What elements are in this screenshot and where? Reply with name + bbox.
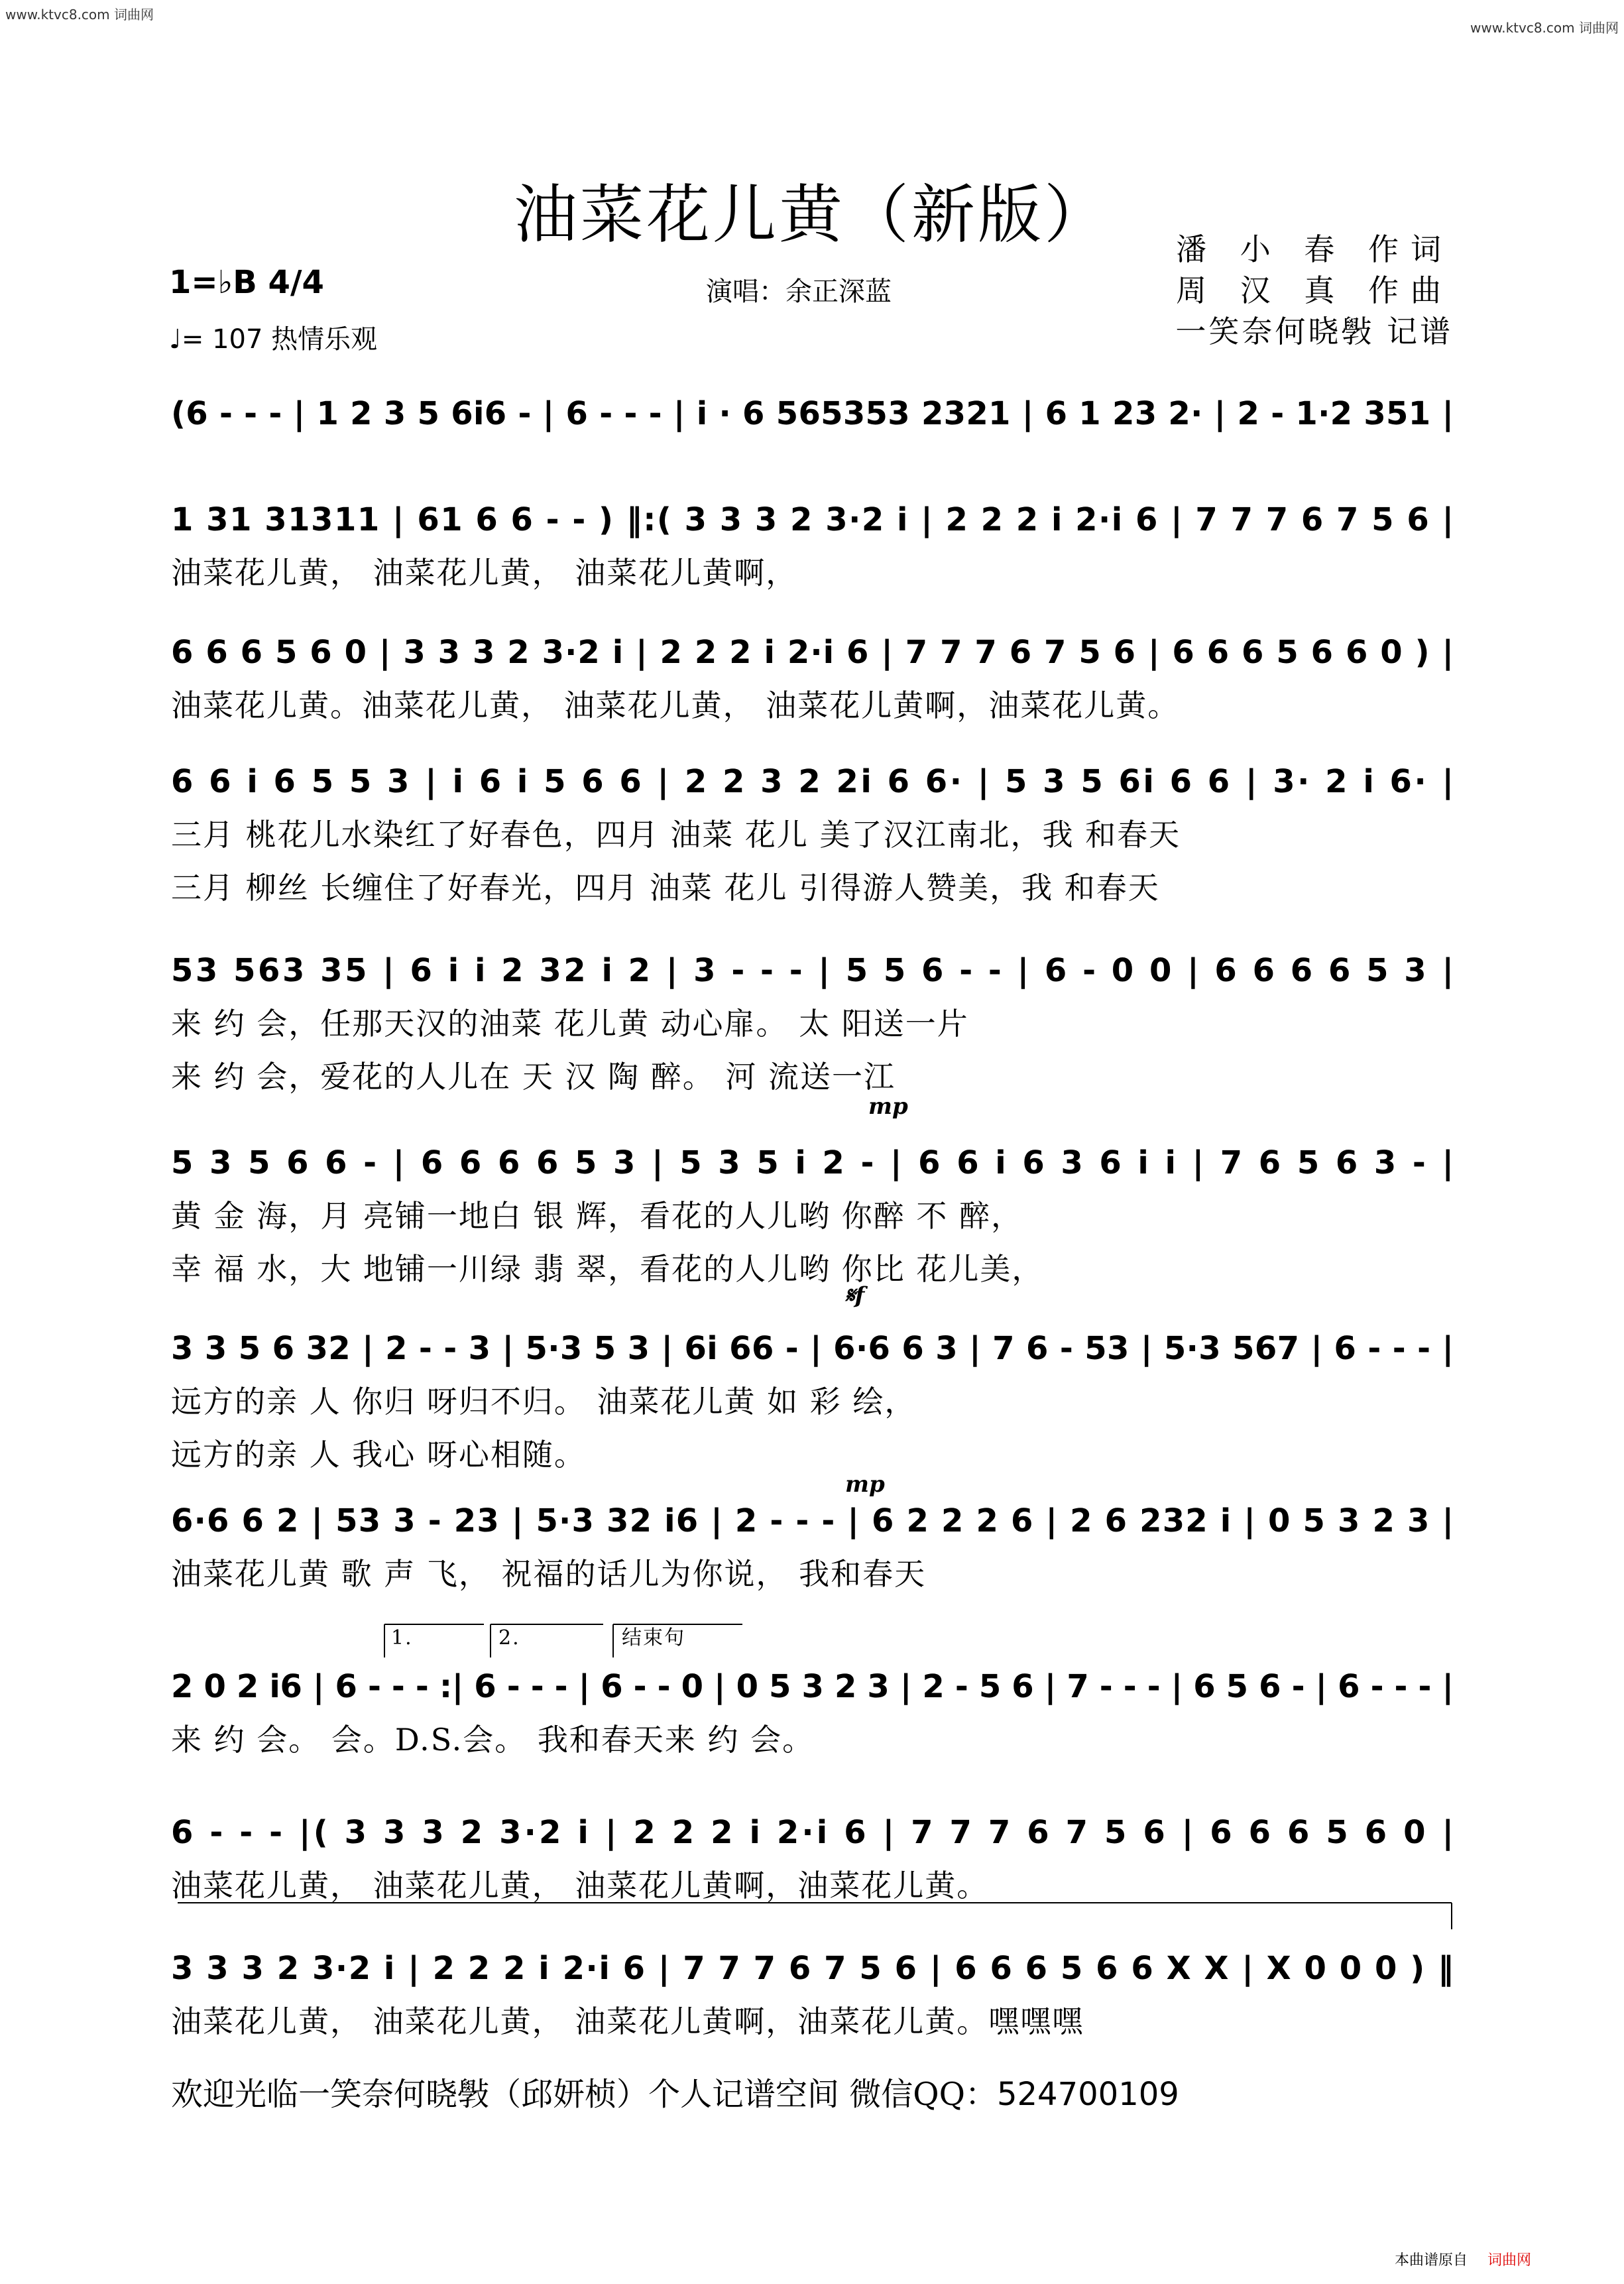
lyric-line-10-1: 油菜花儿黄， 油菜花儿黄， 油菜花儿黄啊，油菜花儿黄。 [171, 1868, 989, 1903]
notation-line-10: 6 - - - |( 3 3 3 2 3·2 i | 2 2 2 i 2·i 6 | 7 7 7 6 7 5 6 | 6 6 6 5 6 0 | [171, 1814, 1454, 1851]
footer-qq: 524700109 [996, 2076, 1179, 2113]
watermark-left: www.ktvc8.com 词曲网 [5, 7, 154, 23]
notation-line-9: 2 0 2 i6 | 6 - - - :| 6 - - - | 6 - - 0 | 0 5 3 2 3 | 2 - 5 6 | 7 - - - | 6 5 6 - | 6 - - - | [171, 1668, 1454, 1705]
notation-line-6: 5 3 5 6 6 - | 6 6 6 6 5 3 | 5 3 5 i 2 - | 6 6 i 6 3 6 i i | 7 6 5 6 3 - | [171, 1144, 1454, 1181]
composer-credit: 周 汉 真 作曲 [1176, 272, 1453, 308]
lyricist-credit: 潘 小 春 作词 [1176, 231, 1453, 267]
lyric-line-5-1: 来 约 会，任那天汉的油菜 花儿黄 动心扉。 太 阳送一片 [171, 1006, 969, 1042]
lyric-line-4-2: 三月 柳丝 长缠住了好春光，四月 油菜 花儿 引得游人赞美，我 和春天 [171, 870, 1160, 906]
lyric-line-6-1: 黄 金 海，月 亮铺一地白 银 辉，看花的人儿哟 你醉 不 醉， [171, 1198, 1023, 1234]
corner-brand: 词曲网 [1487, 2252, 1531, 2269]
notation-line-1: (6 - - - | 1 2 3 5 6i6 - | 6 - - - | i · 6 565353 2321 | 6 1 23 2· | 2 - 1·2 351 | [171, 395, 1454, 432]
lyric-line-4-1: 三月 桃花儿水染红了好春色，四月 油菜 花儿 美了汉江南北，我 和春天 [171, 817, 1181, 853]
dynamic-mp-1: mp [868, 1093, 908, 1120]
lyric-line-3-1: 油菜花儿黄。油菜花儿黄， 油菜花儿黄， 油菜花儿黄啊，油菜花儿黄。 [171, 688, 1180, 723]
corner-label: 本曲谱原自 [1394, 2252, 1468, 2269]
lyric-line-9-1: 来 约 会。 会。D.S.会。 我和春天来 约 会。 [171, 1722, 815, 1758]
transcriber-credit: 一笑奈何晓斅 记谱 [1175, 314, 1453, 349]
source-corner [1395, 2249, 1531, 2269]
ending-coda: 结束句 [622, 1626, 685, 1650]
notation-line-8: 6·6 6 2 | 53 3 - 23 | 5·3 32 i6 | 2 - - - | 6 2 2 2 6 | 2 6 232 i | 0 5 3 2 3 | [171, 1502, 1454, 1539]
lyric-line-6-2: 幸 福 水，大 地铺一川绿 翡 翠，看花的人儿哟 你比 花儿美， [171, 1251, 1044, 1287]
singer-credit: 演唱：余正深蓝 [706, 276, 892, 307]
lyric-line-11-1: 油菜花儿黄， 油菜花儿黄， 油菜花儿黄啊，油菜花儿黄。嘿嘿嘿 [171, 2004, 1084, 2039]
dynamic-segno-f: 𝄋f [845, 1282, 865, 1309]
tempo-marking: ♩= 107 热情乐观 [169, 324, 378, 355]
lyric-line-5-2: 来 约 会，爱花的人儿在 天 汉 陶 醉。 河 流送一江 [171, 1059, 896, 1095]
lyric-line-7-2: 远方的亲 人 我心 呀心相随。 [171, 1437, 586, 1473]
lyric-line-7-1: 远方的亲 人 你归 呀归不归。 油菜花儿黄 如 彩 绘， [171, 1384, 917, 1419]
ending-1: 1. [391, 1626, 413, 1650]
song-title: 油菜花儿黄（新版） [514, 178, 1110, 252]
ending-2: 2. [498, 1626, 520, 1650]
key-signature: 1=♭B 4/4 [169, 264, 324, 301]
notation-line-2: 1 31 31311 | 61 6 6 - - ) ‖:( 3 3 3 2 3·2 i | 2 2 2 i 2·i 6 | 7 7 7 6 7 5 6 | [171, 501, 1454, 538]
notation-line-3: 6 6 6 5 6 0 | 3 3 3 2 3·2 i | 2 2 2 i 2·i 6 | 7 7 7 6 7 5 6 | 6 6 6 5 6 6 0 ) | [171, 634, 1454, 671]
footer-note [171, 2069, 1179, 2114]
notation-line-4: 6 6 i 6 5 5 3 | i 6 i 5 6 6 | 2 2 3 2 2i 6 6· | 5 3 5 6i 6 6 | 3· 2 i 6· | [171, 763, 1454, 800]
footer-text: 欢迎光临一笑奈何晓斅（邱妍桢）个人记谱空间 微信QQ： [171, 2076, 997, 2113]
lyric-line-8-1: 油菜花儿黄 歌 声 飞， 祝福的话儿为你说， 我和春天 [171, 1556, 927, 1592]
dynamic-mp-2: mp [845, 1471, 885, 1498]
notation-line-5: 53 563 35 | 6 i i 2 32 i 2 | 3 - - - | 5 5 6 - - | 6 - 0 0 | 6 6 6 6 5 3 | [171, 952, 1454, 989]
notation-line-7: 3 3 5 6 32 | 2 - - 3 | 5·3 5 3 | 6i 66 - | 6·6 6 3 | 7 6 - 53 | 5·3 567 | 6 - - - | [171, 1330, 1454, 1367]
notation-line-11: 3 3 3 2 3·2 i | 2 2 2 i 2·i 6 | 7 7 7 6 7 5 6 | 6 6 6 5 6 6 X X | X 0 0 0 ) ‖ [171, 1950, 1454, 1987]
watermark-right: www.ktvc8.com 词曲网 [1470, 20, 1619, 36]
lyric-line-2-1: 油菜花儿黄， 油菜花儿黄， 油菜花儿黄啊， [171, 555, 798, 591]
